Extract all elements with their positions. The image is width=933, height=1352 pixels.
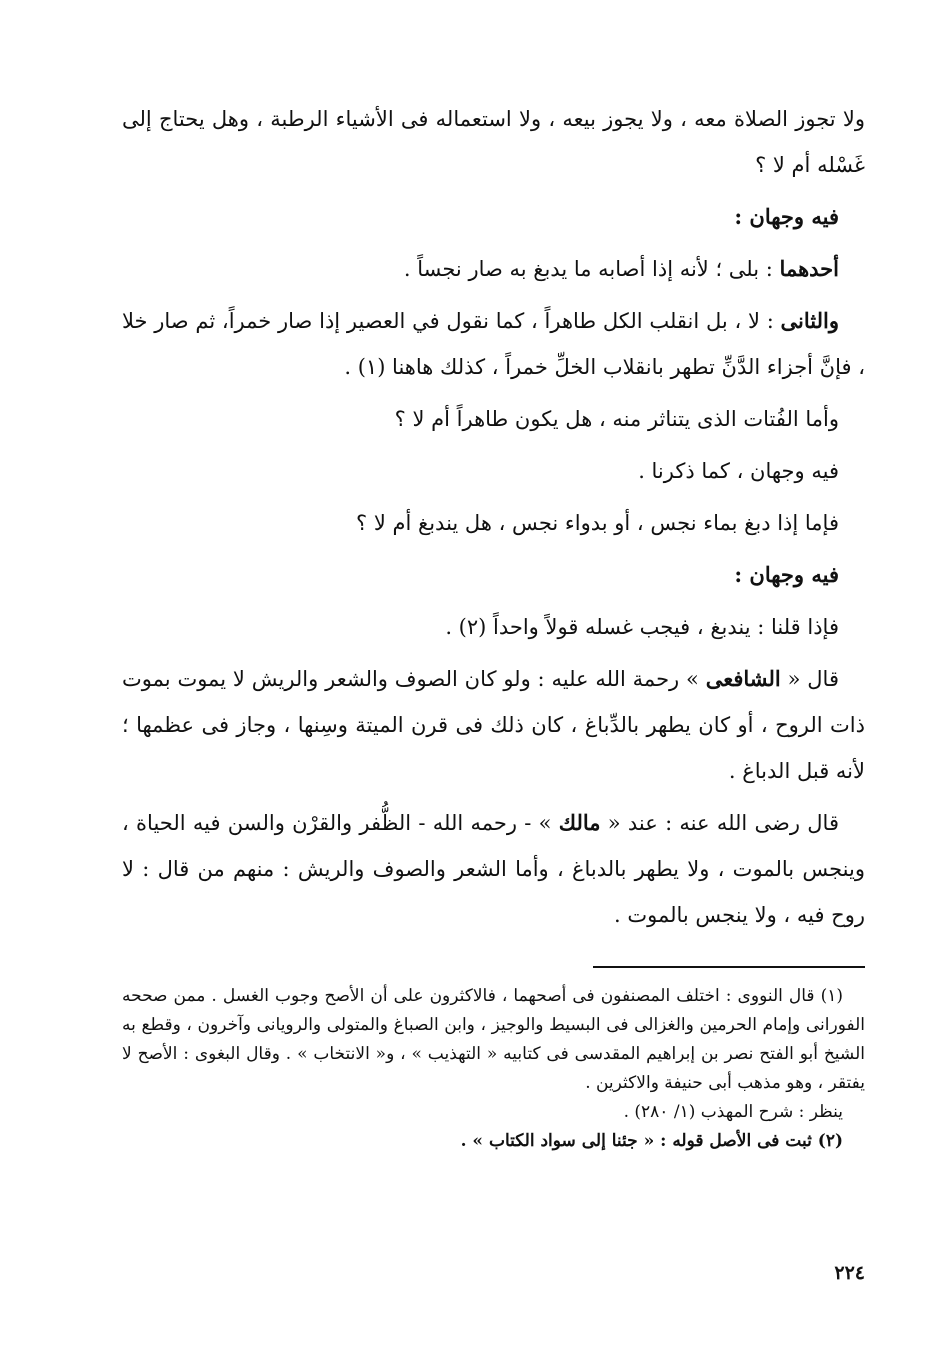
- bold-run: والثانى: [780, 308, 839, 333]
- paragraph: [122, 298, 865, 390]
- text-run: قال رضى الله عنه : عند «: [600, 811, 839, 835]
- paragraph: [122, 604, 865, 650]
- bold-run: فيه وجهان :: [734, 204, 839, 229]
- text-run: فإذا قلنا : يندبغ ، فيجب غسله قولاً واحداً (٢) .: [445, 615, 839, 639]
- paragraph: [122, 552, 865, 598]
- bold-run: أحدهما: [779, 256, 839, 281]
- main-text: [122, 96, 865, 944]
- text-run: فإما إذا دبغ بماء نجس ، أو بدواء نجس ، هل يندبغ أم لا ؟: [356, 511, 839, 535]
- text-run: » - رحمه الله - الظُّفر والقرْن والسن فيه الحياة ، وينجس بالموت ، ولا يطهر بالدباغ ، وأما الشعر والصوف والريش : منهم من قال : لا روح فيه ، ولا ينجس بالموت .: [122, 811, 865, 927]
- text-run: ولا تجوز الصلاة معه ، ولا يجوز بيعه ، ولا استعماله فى الأشياء الرطبة ، وهل يحتاج إلى غَسْله أم لا ؟: [122, 107, 865, 177]
- text-run: » رحمة الله عليه : ولو كان الصوف والشعر والريش لا يموت بموت ذات الروح ، أو كان يطهر بالدِّباغ ، كان ذلك فى قرن الميتة وسِنها ، وجاز فى عظمها ؛ لأنه قبل الدباغ .: [122, 667, 865, 783]
- paragraph: [122, 194, 865, 240]
- text-run: : بلى ؛ لأنه إذا أصابه ما يدبغ به صار نجساً .: [403, 257, 780, 281]
- paragraph: [122, 656, 865, 794]
- paragraph: [122, 448, 865, 494]
- bold-run: فيه وجهان :: [734, 562, 839, 587]
- footnote-separator: [593, 966, 865, 968]
- paragraph: [122, 500, 865, 546]
- paragraph: [122, 800, 865, 938]
- footnotes: [122, 982, 865, 1156]
- text-run: قال «: [780, 667, 839, 691]
- text-run: : لا ، بل انقلب الكل طاهراً ، كما نقول في العصير إذا صار خمراً، ثم صار خلا ، فإنَّ أجزاء الدَّنِّ تطهر بانقلاب الخلِّ خمراً ، كذلك هاهنا (١) .: [122, 309, 865, 379]
- page-number: ٢٢٤: [834, 1262, 865, 1284]
- paragraph: [122, 396, 865, 442]
- footnote: (٢) ثبت فى الأصل قوله : « جئنا إلى سواد الكتاب » .: [460, 1131, 843, 1151]
- bold-run: الشافعى: [705, 666, 781, 691]
- footnote: (١) قال النووى : اختلف المصنفون فى أصحهما ، فالاكثرون على أن الأصح وجوب الغسل . ممن صححه الفورانى وإمام الحرمين والغزالى فى البسيط والوجيز ، وابن الصباغ والمتولى والرويانى وآخرون ، وقطع به الشيخ أبو الفتح نصر بن إبراهيم المقدسى فى كتابيه « التهذيب » ، و« الانتخاب » . وقال البغوى : الأصح لا يفتقر ، وهو مذهب أبى حنيفة والاكثرين .: [122, 986, 865, 1093]
- text-run: وأما الفُتات الذى يتناثر منه ، هل يكون طاهراً أم لا ؟: [394, 407, 839, 431]
- footnote: ينظر : شرح المهذب (١/ ٢٨٠) .: [623, 1102, 843, 1122]
- text-run: فيه وجهان ، كما ذكرنا .: [638, 459, 839, 483]
- paragraph: [122, 96, 865, 188]
- bold-run: مالك: [558, 810, 601, 835]
- paragraph: [122, 246, 865, 292]
